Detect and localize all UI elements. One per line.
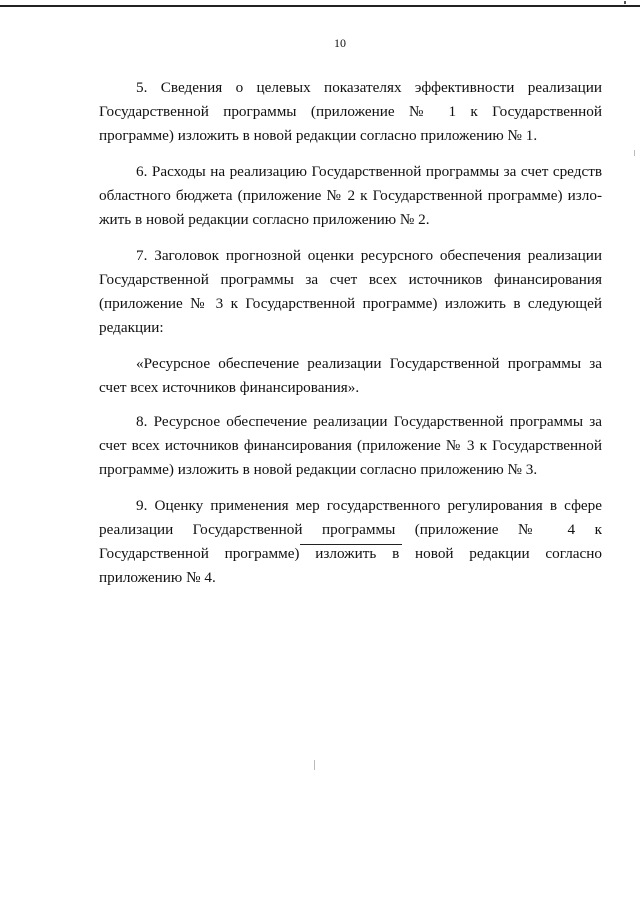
- document-body: [99, 76, 602, 602]
- paragraph-6: 6. Расходы на реализацию Государственной программы за счет средств областного бюджета (приложение № 2 к Государственной программе) изложить в новой редакции согласно приложению № 2.: [99, 163, 602, 228]
- paragraph-7-quote: «Ресурсное обеспечение реализации Государственной программы за счет всех источников финансирования».: [99, 355, 602, 396]
- page-number: 10: [334, 36, 346, 50]
- paragraph-5: 5. Сведения о целевых показателях эффективности реализации Государственной программы (приложение № 1 к Государственной программе) изложить в новой редакции согласно приложению № 1.: [99, 79, 602, 144]
- paragraph-7: 7. Заголовок прогнозной оценки ресурсного обеспечения реализации Государственной программы за счет всех источников финансирования (приложение № 3 к Государственной программе) изложить в следующей редакции:: [99, 247, 602, 336]
- top-border-line: [0, 5, 640, 7]
- paragraph-9: 9. Оценку применения мер государственного регулирования в сфере реализации Государственной программы (приложение № 4 к Государственной программе) изложить в новой редакции согласно приложению № 4.: [99, 497, 602, 586]
- scan-artifact: [624, 1, 626, 4]
- scan-artifact: [314, 760, 315, 770]
- scan-artifact: [634, 150, 635, 156]
- closing-separator-line: [300, 544, 402, 545]
- paragraph-8: 8. Ресурсное обеспечение реализации Государственной программы за счет всех источников финансирования (приложение № 3 к Государственной программе) изложить в новой редакции согласно приложению № 3.: [99, 413, 602, 478]
